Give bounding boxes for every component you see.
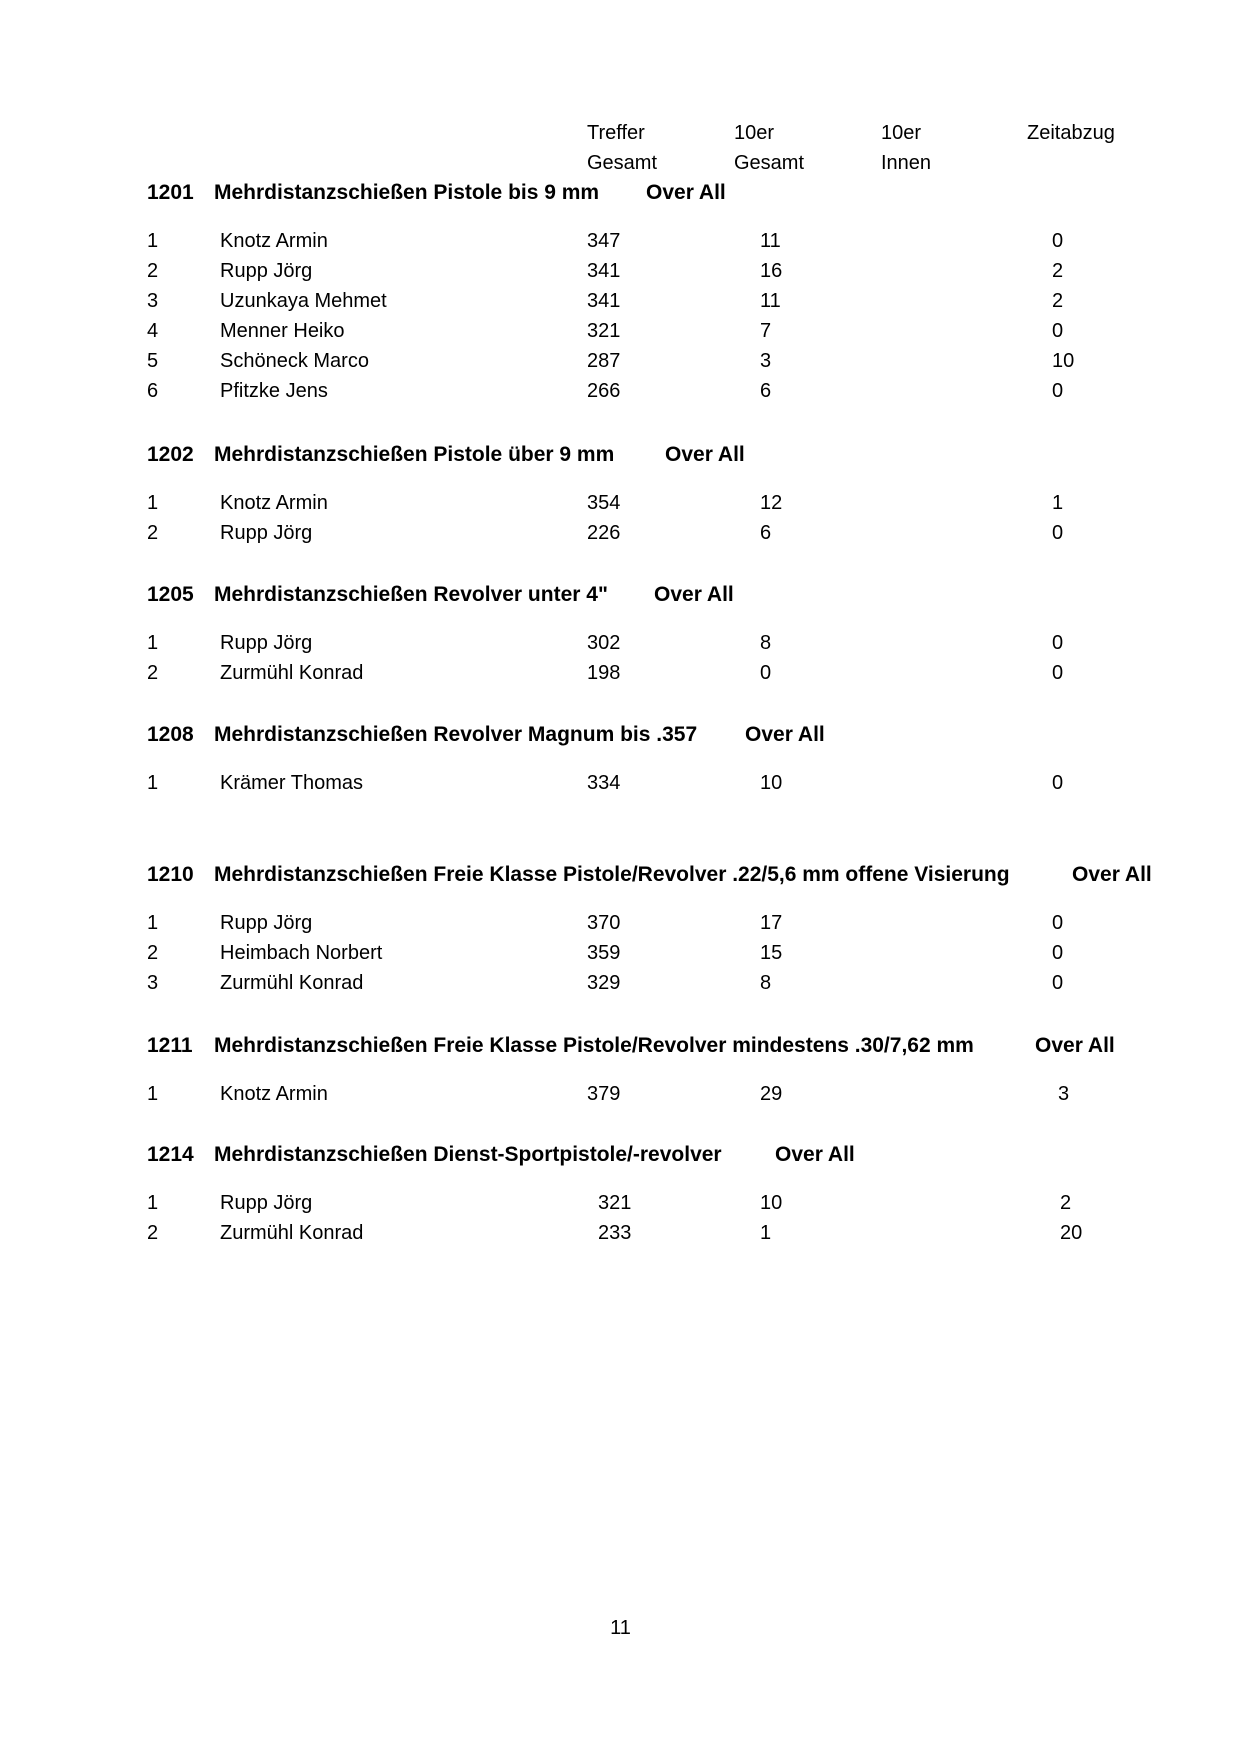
treffer-gesamt-value: 359 [587,942,621,964]
result-row [0,768,1241,798]
shooter-name: Knotz Armin [220,230,328,252]
section-overall-label: Over All [1072,863,1152,886]
result-row [0,938,1241,968]
result-rank: 6 [147,380,159,402]
treffer-gesamt-value: 226 [587,522,621,544]
section-title [0,860,1241,890]
section-title [0,178,1241,208]
shooter-name: Rupp Jörg [220,1192,313,1214]
section-overall-label: Over All [1035,1034,1115,1057]
result-rows [0,488,1241,548]
result-rank: 3 [147,972,159,994]
section-code: 1210 [147,863,194,886]
treffer-gesamt-value: 321 [587,320,621,342]
zehner-gesamt-value: 0 [760,662,772,684]
col-zeitabzug [1027,118,1115,148]
treffer-gesamt-value: 347 [587,230,621,252]
shooter-name: Schöneck Marco [220,350,369,372]
section-title [0,580,1241,610]
result-rank: 1 [147,772,159,794]
zeitabzug-value: 2 [1052,290,1064,312]
result-rank: 2 [147,662,159,684]
section-code: 1208 [147,723,194,746]
section-1214 [0,1140,1241,1248]
zehner-gesamt-value: 11 [760,290,781,312]
zeitabzug-value: 10 [1052,350,1075,372]
section-name: Mehrdistanzschießen Revolver Magnum bis .357 [214,723,698,746]
section-code: 1211 [147,1034,193,1057]
result-row [0,256,1241,286]
zeitabzug-value: 1 [1052,492,1064,514]
result-row [0,908,1241,938]
treffer-gesamt-value: 354 [587,492,621,514]
result-rank: 2 [147,1222,159,1244]
zehner-gesamt-value: 1 [760,1222,772,1244]
treffer-gesamt-value: 334 [587,772,621,794]
treffer-gesamt-value: 379 [587,1083,621,1105]
section-code: 1201 [147,181,194,204]
result-row [0,1218,1241,1248]
col-10er-gesamt-line1: 10er [734,122,775,144]
shooter-name: Zurmühl Konrad [220,972,364,994]
result-rank: 2 [147,522,159,544]
section-code: 1205 [147,583,194,606]
shooter-name: Rupp Jörg [220,912,313,934]
result-row [0,1079,1241,1109]
section-name: Mehrdistanzschießen Pistole über 9 mm [214,443,615,466]
col-zeitabzug-line1: Zeitabzug [1027,122,1115,144]
treffer-gesamt-value: 329 [587,972,621,994]
col-treffer-line2: Gesamt [587,152,658,174]
result-rows [0,1188,1241,1248]
result-rank: 1 [147,1192,159,1214]
result-row [0,658,1241,688]
section-name: Mehrdistanzschießen Pistole bis 9 mm [214,181,600,204]
shooter-name: Rupp Jörg [220,632,313,654]
result-rank: 1 [147,230,159,252]
result-row [0,346,1241,376]
zehner-gesamt-value: 7 [760,320,772,342]
section-title [0,720,1241,750]
treffer-gesamt-value: 233 [598,1222,632,1244]
zeitabzug-value: 0 [1052,522,1064,544]
section-1208 [0,720,1241,798]
column-header [0,118,1241,178]
treffer-gesamt-value: 198 [587,662,621,684]
section-1201 [0,178,1241,406]
shooter-name: Pfitzke Jens [220,380,328,402]
zeitabzug-value: 0 [1052,632,1064,654]
zehner-gesamt-value: 17 [760,912,783,934]
result-rank: 5 [147,350,159,372]
result-rows [0,768,1241,798]
zehner-gesamt-value: 8 [760,972,772,994]
col-treffer-line1: Treffer [587,122,645,144]
section-name: Mehrdistanzschießen Revolver unter 4" [214,583,608,606]
section-overall-label: Over All [654,583,734,606]
shooter-name: Uzunkaya Mehmet [220,290,387,312]
result-rank: 2 [147,260,159,282]
zeitabzug-value: 0 [1052,320,1064,342]
col-10er-gesamt [734,118,804,178]
page-number: 11 [610,1617,631,1639]
result-row [0,376,1241,406]
section-name: Mehrdistanzschießen Dienst-Sportpistole/-revolver [214,1143,722,1166]
treffer-gesamt-value: 287 [587,350,621,372]
section-code: 1202 [147,443,194,466]
zehner-gesamt-value: 10 [760,772,783,794]
result-row [0,488,1241,518]
result-rank: 1 [147,492,159,514]
shooter-name: Krämer Thomas [220,772,364,794]
treffer-gesamt-value: 321 [598,1192,632,1214]
result-rank: 3 [147,290,159,312]
section-name: Mehrdistanzschießen Freie Klasse Pistole/Revolver .22/5,6 mm offene Visierung [214,863,1010,886]
col-10er-innen-line2: Innen [881,152,932,174]
result-rank: 4 [147,320,159,342]
result-row [0,1188,1241,1218]
result-row [0,286,1241,316]
treffer-gesamt-value: 341 [587,290,621,312]
result-row [0,518,1241,548]
shooter-name: Heimbach Norbert [220,942,383,964]
col-10er-gesamt-line2: Gesamt [734,152,805,174]
section-overall-label: Over All [745,723,825,746]
shooter-name: Zurmühl Konrad [220,1222,364,1244]
zeitabzug-value: 0 [1052,942,1064,964]
result-rank: 1 [147,912,159,934]
zehner-gesamt-value: 8 [760,632,772,654]
zehner-gesamt-value: 16 [760,260,783,282]
section-1205 [0,580,1241,688]
zeitabzug-value: 2 [1052,260,1064,282]
zeitabzug-value: 0 [1052,380,1064,402]
section-code: 1214 [147,1143,194,1166]
result-rows [0,908,1241,998]
zeitabzug-value: 0 [1052,972,1064,994]
shooter-name: Rupp Jörg [220,522,313,544]
result-row [0,968,1241,998]
col-10er-innen [881,118,931,178]
result-row [0,628,1241,658]
zehner-gesamt-value: 12 [760,492,783,514]
zeitabzug-value: 3 [1058,1083,1070,1105]
result-row [0,226,1241,256]
shooter-name: Knotz Armin [220,492,328,514]
treffer-gesamt-value: 302 [587,632,621,654]
result-rank: 2 [147,942,159,964]
section-1210 [0,860,1241,998]
zehner-gesamt-value: 10 [760,1192,783,1214]
section-title [0,1031,1241,1061]
zeitabzug-value: 0 [1052,662,1064,684]
zeitabzug-value: 0 [1052,772,1064,794]
section-1202 [0,440,1241,548]
treffer-gesamt-value: 266 [587,380,621,402]
zeitabzug-value: 2 [1060,1192,1072,1214]
shooter-name: Knotz Armin [220,1083,328,1105]
zehner-gesamt-value: 6 [760,380,772,402]
section-overall-label: Over All [665,443,745,466]
treffer-gesamt-value: 370 [587,912,621,934]
result-rank: 1 [147,1083,159,1105]
shooter-name: Menner Heiko [220,320,345,342]
section-1211 [0,1031,1241,1109]
treffer-gesamt-value: 341 [587,260,621,282]
zehner-gesamt-value: 6 [760,522,772,544]
zehner-gesamt-value: 29 [760,1083,783,1105]
result-row [0,316,1241,346]
zehner-gesamt-value: 3 [760,350,772,372]
result-rows [0,1079,1241,1109]
col-treffer-gesamt [587,118,657,178]
col-10er-innen-line1: 10er [881,122,922,144]
section-title [0,1140,1241,1170]
result-rank: 1 [147,632,159,654]
zehner-gesamt-value: 15 [760,942,783,964]
zeitabzug-value: 20 [1060,1222,1083,1244]
section-overall-label: Over All [646,181,726,204]
zeitabzug-value: 0 [1052,912,1064,934]
shooter-name: Zurmühl Konrad [220,662,364,684]
zeitabzug-value: 0 [1052,230,1064,252]
section-name: Mehrdistanzschießen Freie Klasse Pistole/Revolver mindestens .30/7,62 mm [214,1034,974,1057]
section-overall-label: Over All [775,1143,855,1166]
section-title [0,440,1241,470]
result-rows [0,628,1241,688]
zehner-gesamt-value: 11 [760,230,781,252]
shooter-name: Rupp Jörg [220,260,313,282]
result-rows [0,226,1241,406]
